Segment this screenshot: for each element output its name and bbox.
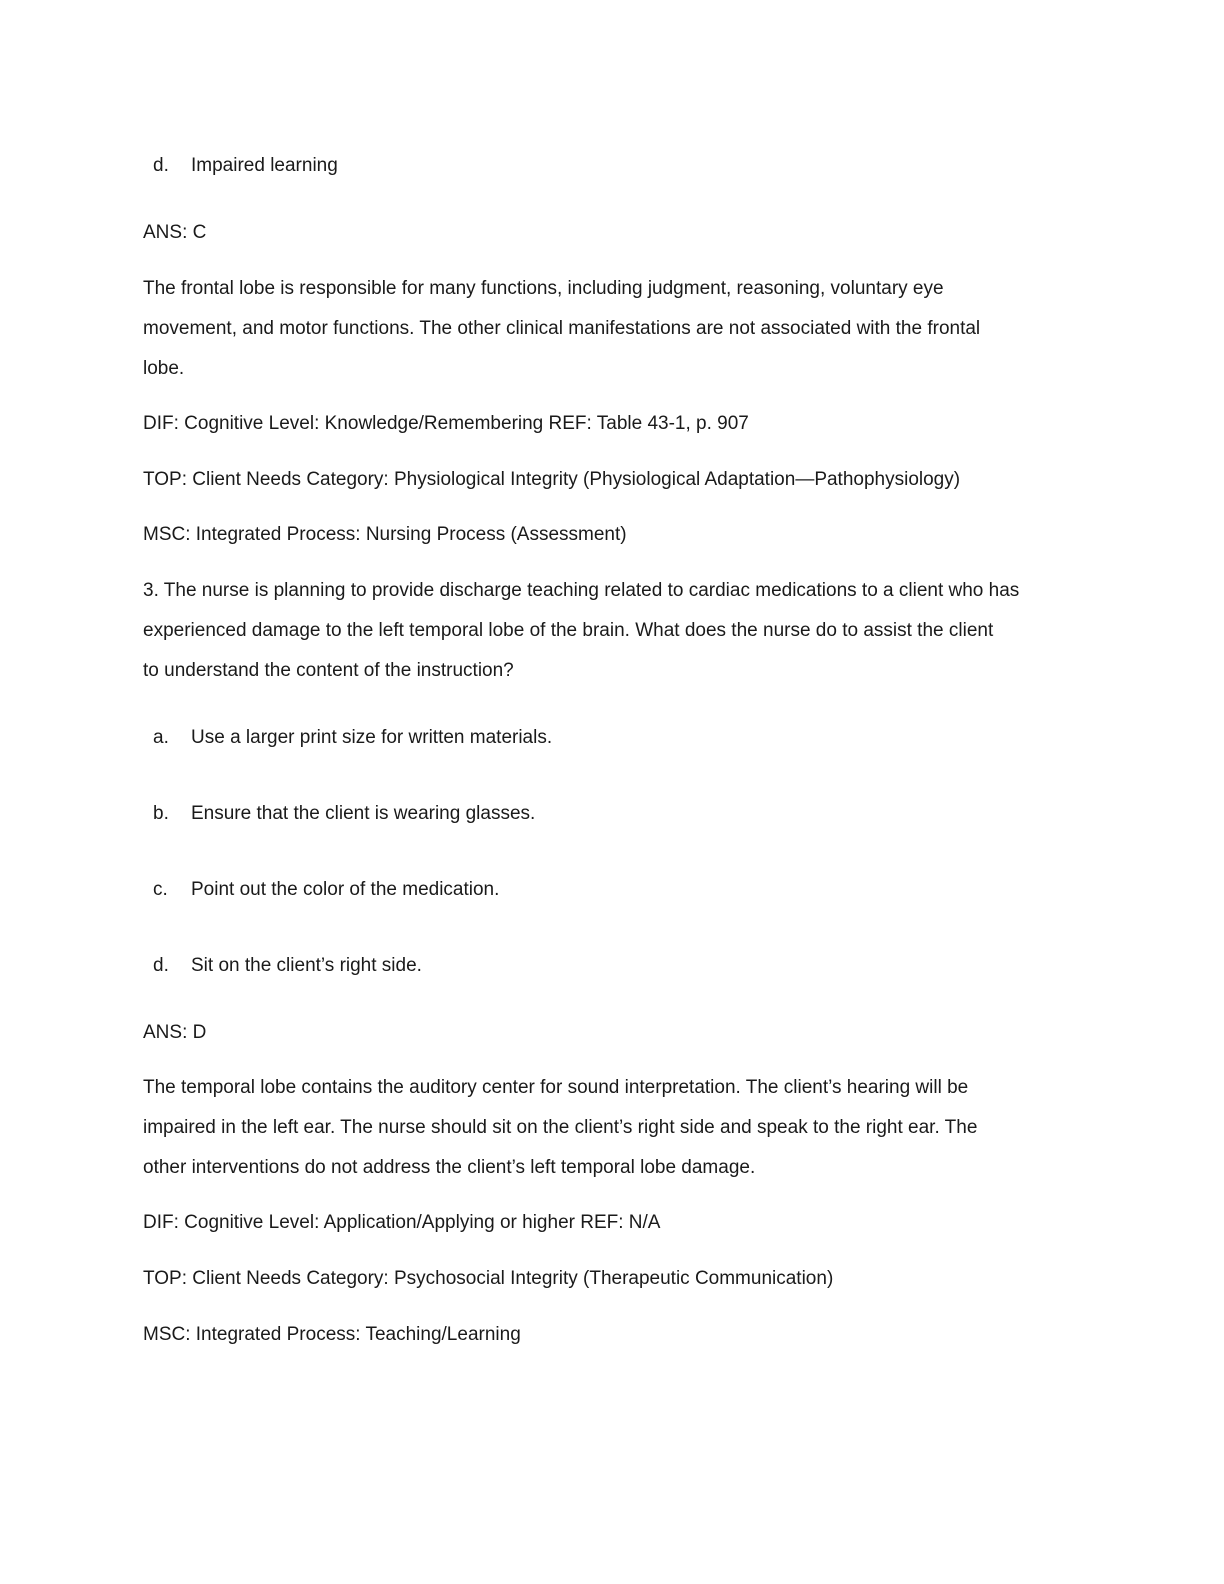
option-text: Sit on the client’s right side. [191, 955, 422, 976]
q3-dif: DIF: Cognitive Level: Application/Applying or higher REF: N/A [143, 1212, 661, 1233]
option-text: Impaired learning [191, 155, 338, 176]
q2-msc: MSC: Integrated Process: Nursing Process (Assessment) [143, 524, 627, 545]
q3-rationale [143, 1078, 1083, 1198]
option-letter: d. [153, 955, 169, 976]
option-letter: b. [153, 803, 169, 824]
q2-rationale [143, 279, 1083, 399]
option-text: Ensure that the client is wearing glasses. [191, 803, 536, 824]
q3-rationale-line: impaired in the left ear. The nurse should sit on the client’s right side and speak to the right ear. The [143, 1117, 978, 1138]
q2-top: TOP: Client Needs Category: Physiological Integrity (Physiological Adaptation—Pathophysiology) [143, 469, 961, 490]
q3-stem-line: experienced damage to the left temporal lobe of the brain. What does the nurse do to assist the client [143, 620, 994, 641]
q2-rationale-line: The frontal lobe is responsible for many functions, including judgment, reasoning, voluntary eye [143, 278, 944, 299]
q2-rationale-line: movement, and motor functions. The other clinical manifestations are not associated with the frontal [143, 318, 981, 339]
q3-stem [143, 581, 1083, 701]
q3-rationale-line: The temporal lobe contains the auditory center for sound interpretation. The client’s hearing will be [143, 1077, 969, 1098]
q2-rationale-line: lobe. [143, 358, 185, 379]
q3-top: TOP: Client Needs Category: Psychosocial Integrity (Therapeutic Communication) [143, 1268, 834, 1289]
q2-answer: ANS: C [143, 222, 207, 243]
q3-answer: ANS: D [143, 1022, 207, 1043]
option-letter: c. [153, 879, 168, 900]
q3-stem-line: 3. The nurse is planning to provide discharge teaching related to cardiac medications to a client who has [143, 580, 1020, 601]
option-letter: d. [153, 155, 169, 176]
q2-dif: DIF: Cognitive Level: Knowledge/Remembering REF: Table 43-1, p. 907 [143, 413, 749, 434]
q3-msc: MSC: Integrated Process: Teaching/Learning [143, 1324, 521, 1345]
option-text: Point out the color of the medication. [191, 879, 500, 900]
option-letter: a. [153, 727, 169, 748]
q3-rationale-line: other interventions do not address the client’s left temporal lobe damage. [143, 1157, 756, 1178]
q3-stem-line: to understand the content of the instruction? [143, 660, 514, 681]
option-text: Use a larger print size for written materials. [191, 727, 553, 748]
